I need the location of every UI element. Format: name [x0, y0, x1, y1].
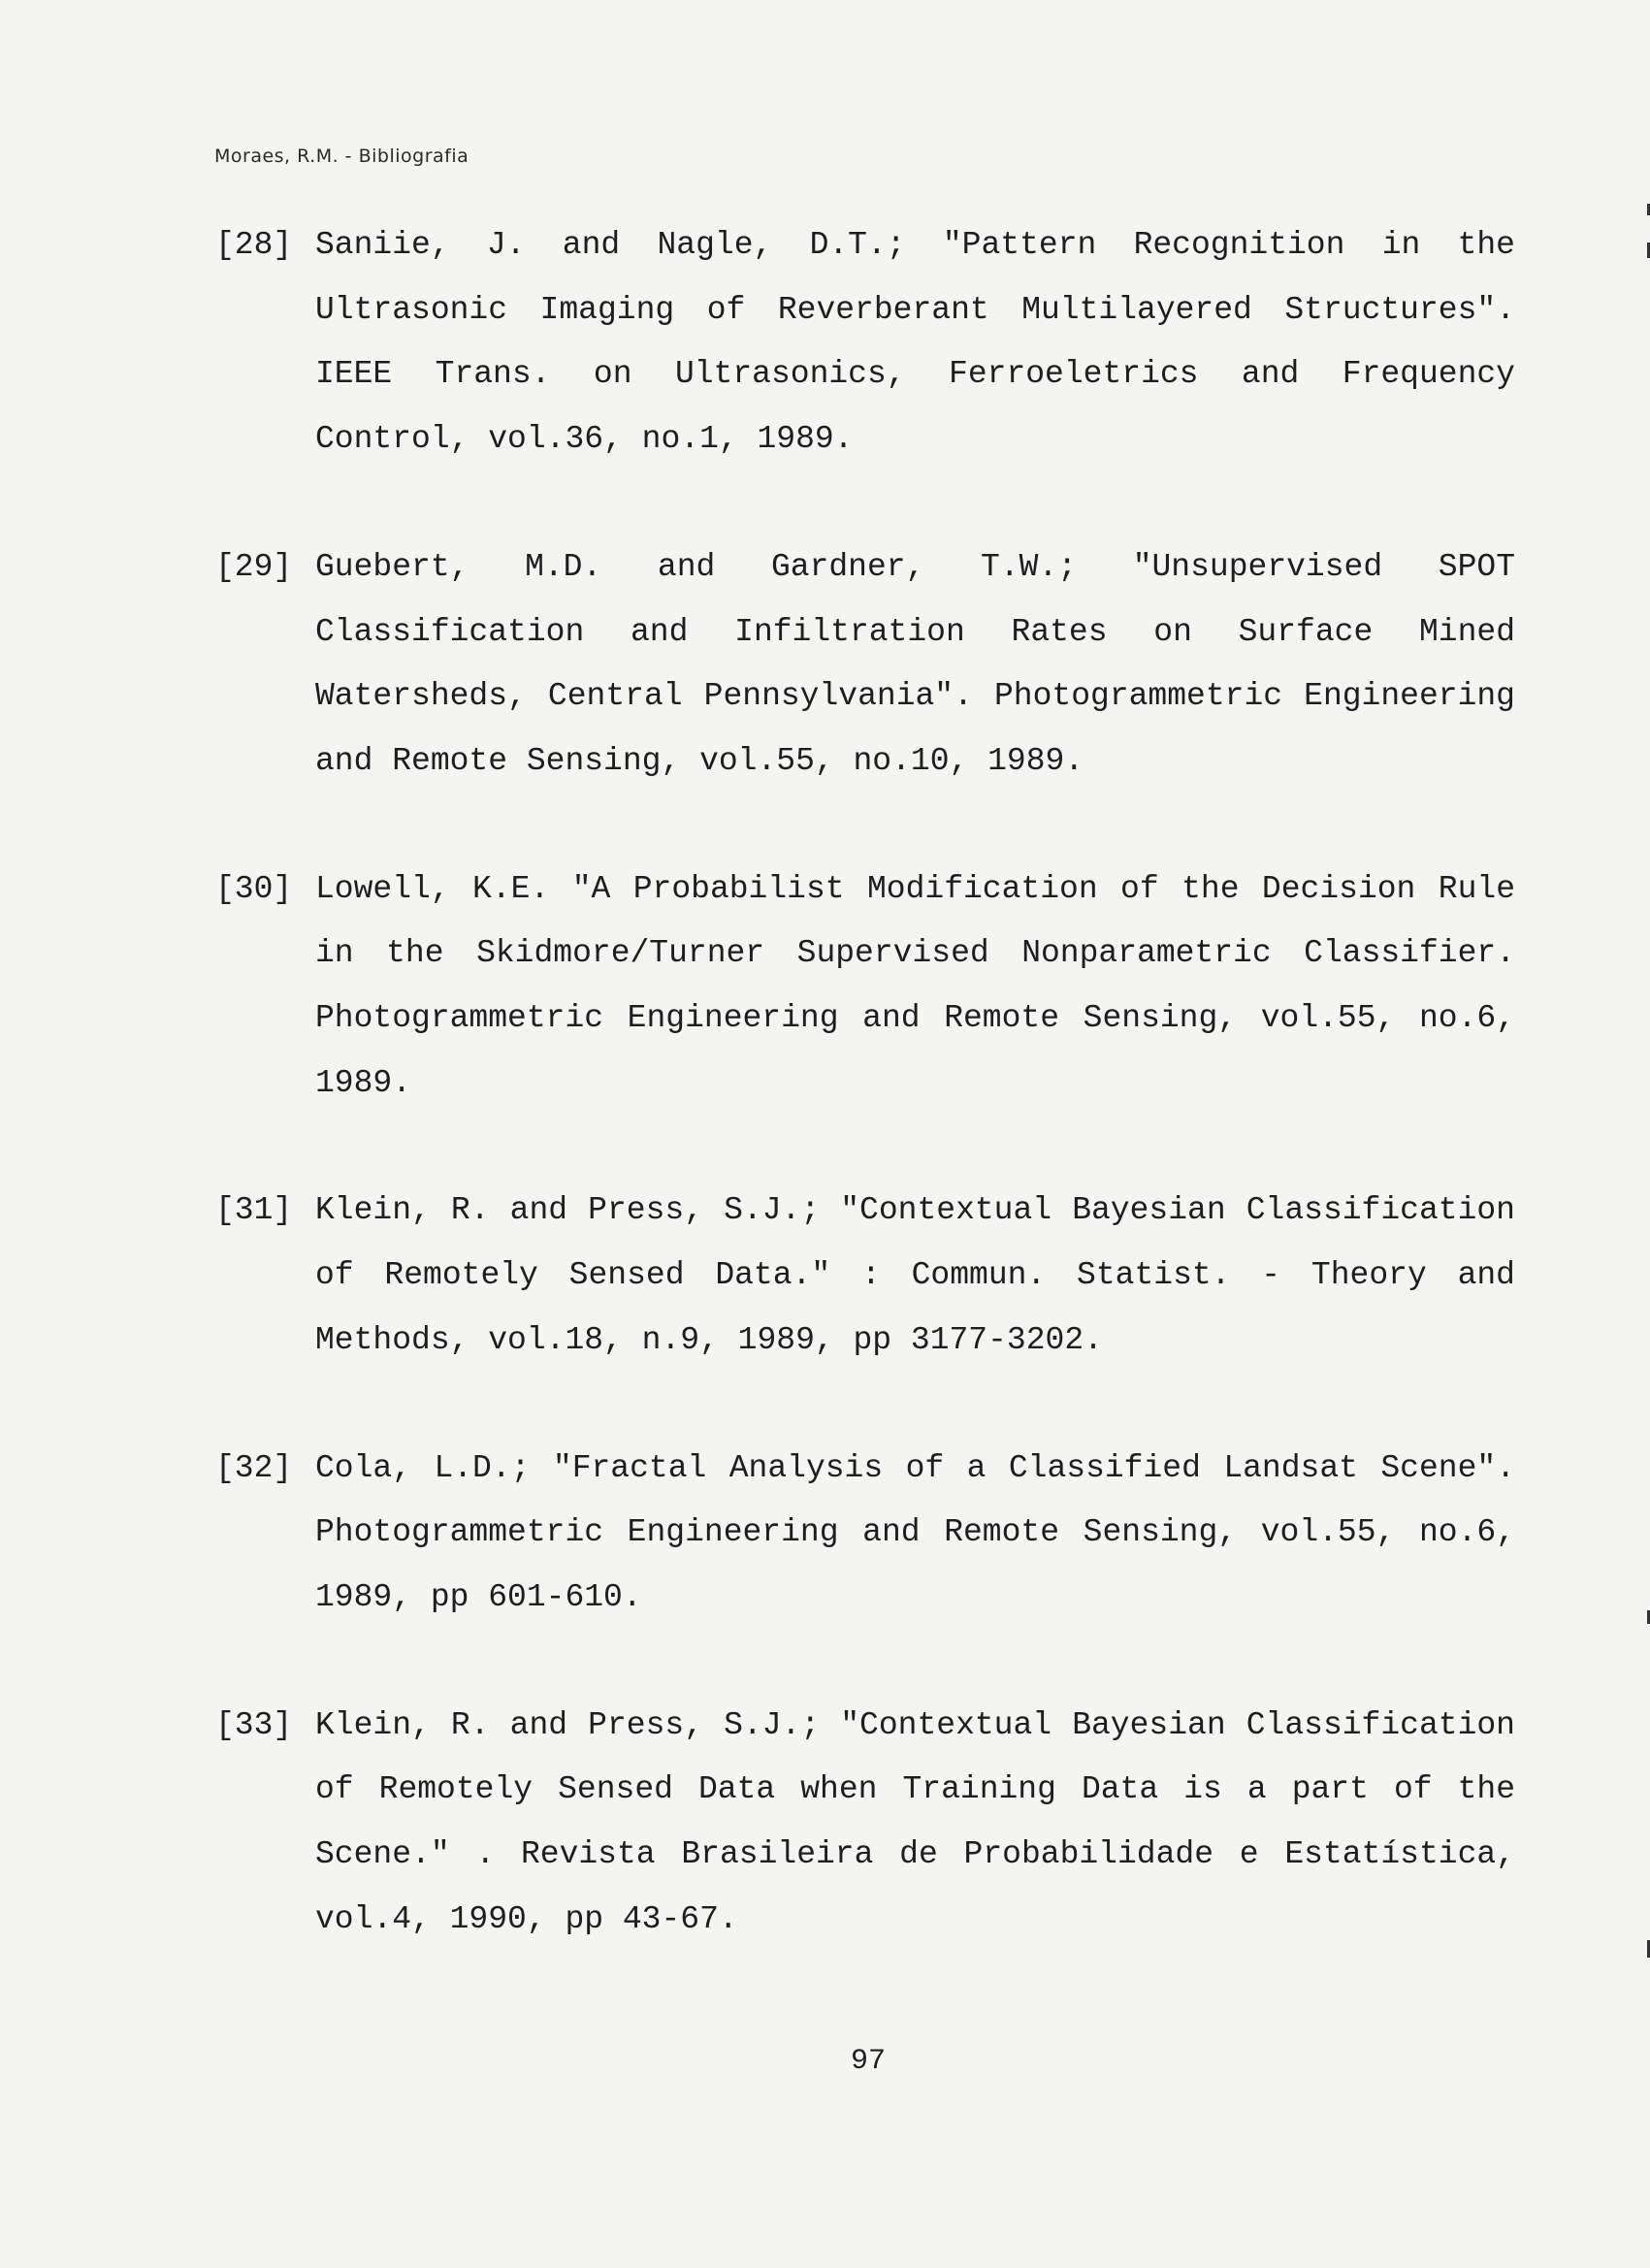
reference-number: [31]: [215, 1192, 293, 1229]
reference-number: [29]: [215, 548, 293, 585]
reference-text: Klein, R. and Press, S.J.; "Contextual Bayesian Classification of Remotely Sensed Data." : Commun. Statist. - Theory and Methods, vol.18, n.9, 1989, pp 3177-3202.: [315, 1192, 1515, 1358]
reference-33: [215, 1694, 1515, 1953]
reference-29: [215, 535, 1515, 794]
reference-number: [28]: [215, 227, 293, 263]
reference-number: [32]: [215, 1449, 293, 1486]
reference-32: [215, 1437, 1515, 1631]
reference-28: [215, 213, 1515, 472]
reference-30: [215, 858, 1515, 1117]
reference-number: [30]: [215, 870, 293, 907]
reference-31: [215, 1179, 1515, 1373]
reference-text: Cola, L.D.; "Fractal Analysis of a Classified Landsat Scene". Photogrammetric Engineering and Remote Sensing, vol.55, no.6, 1989, pp 601-610.: [315, 1449, 1515, 1615]
reference-text: Klein, R. and Press, S.J.; "Contextual Bayesian Classification of Remotely Sensed Data when Training Data is a part of the Scene." . Revista Brasileira de Probabilidade e Estatística, vol.4, 1990, pp 43-67.: [315, 1706, 1515, 1937]
reference-text: Saniie, J. and Nagle, D.T.; "Pattern Recognition in the Ultrasonic Imaging of Reverberant Multilayered Structures". IEEE Trans. on Ultrasonics, Ferroeletrics and Frequency Control, vol.36, no.1, 1989.: [315, 227, 1515, 458]
reference-text: Guebert, M.D. and Gardner, T.W.; "Unsupervised SPOT Classification and Infiltration Rates on Surface Mined Watersheds, Central Pennsylvania". Photogrammetric Engineering and Remote Sensing, vol.55, no.10, 1989.: [315, 548, 1515, 779]
reference-text: Lowell, K.E. "A Probabilist Modification of the Decision Rule in the Skidmore/Turner Supervised Nonparametric Classifier. Photogrammetric Engineering and Remote Sensing, vol.55, no.6, 1989.: [315, 870, 1515, 1101]
reference-number: [33]: [215, 1706, 293, 1743]
reference-list: [215, 213, 1515, 1952]
running-header: Moraes, R.M. - Bibliografia: [214, 146, 469, 167]
page-number: 97: [850, 2045, 886, 2078]
